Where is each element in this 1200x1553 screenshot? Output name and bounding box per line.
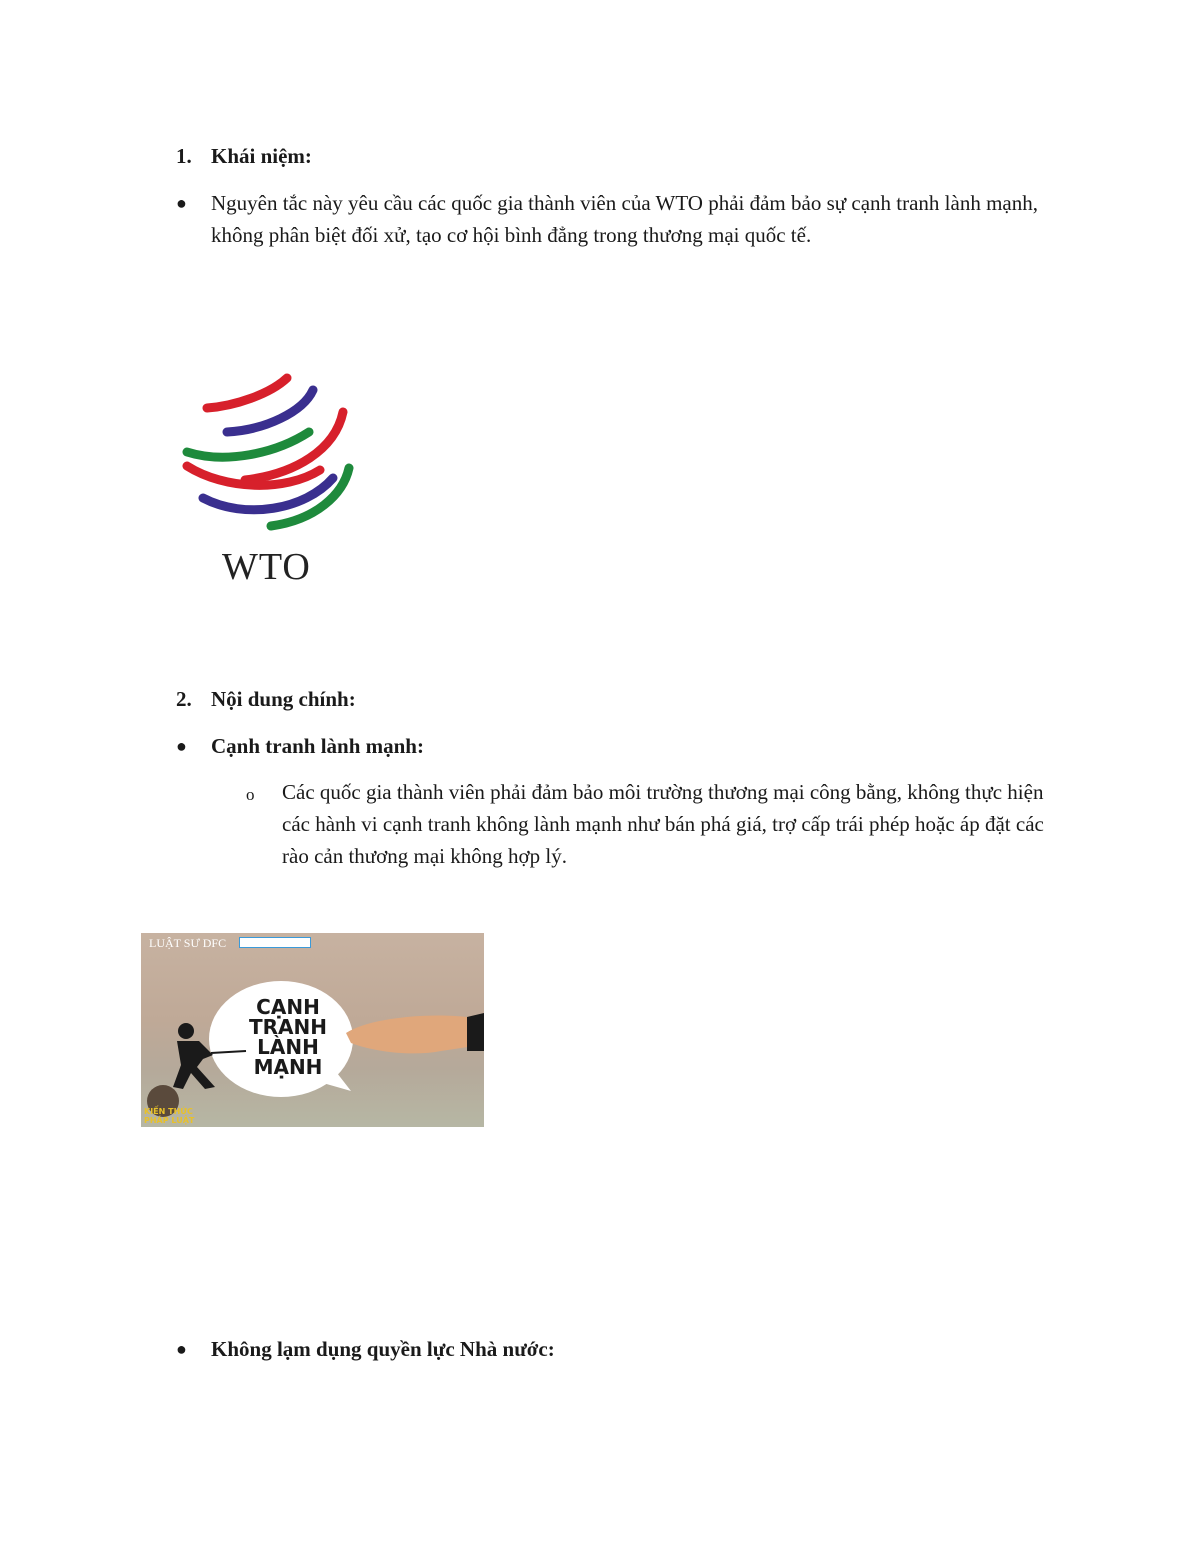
bullet-icon: ● [176,193,187,213]
bullet-heading-state-power: Không lạm dụng quyền lực Nhà nước: [211,1337,555,1361]
circle-bullet-icon: o [246,785,255,804]
bullet-icon: ● [176,736,187,756]
illustration-watermark [144,1107,194,1125]
section-2-number: 2. [176,687,192,711]
section-1-number: 1. [176,144,192,168]
bubble-line: MẠNH [253,1055,323,1079]
fair-competition-paragraph: Các quốc gia thành viên phải đảm bảo môi trường thương mại công bằng, không thực hiện các hành vi cạnh tranh không lành mạnh như bán phá giá, trợ cấp trái phép hoặc áp đặt các rào cản thương mại không hợp lý. [282,780,1044,868]
bullet-heading-fair-competition: Cạnh tranh lành mạnh: [211,734,424,758]
bubble-line: CẠNH [256,995,320,1019]
bubble-line: TRANH [249,1015,327,1039]
section-1-heading: Khái niệm: [211,144,312,168]
wto-logo-text: WTO [222,546,311,588]
section-2-heading: Nội dung chính: [211,687,356,711]
fair-competition-illustration [141,933,484,1127]
wto-logo [175,370,365,600]
bubble-text [247,997,329,1077]
bubble-line: LÀNH [257,1035,319,1059]
illustration-brand: LUẬT SƯ DFC [149,936,227,950]
watermark-line: PHÁP LUẬT [144,1116,195,1125]
section-1-paragraph: Nguyên tắc này yêu cầu các quốc gia thành viên của WTO phải đảm bảo sự cạnh tranh lành mạnh, không phân biệt đối xử, tạo cơ hội bình đẳng trong thương mại quốc tế. [211,191,1038,247]
bullet-icon: ● [176,1339,187,1359]
watermark-line: KIẾN THỨC [144,1107,193,1116]
